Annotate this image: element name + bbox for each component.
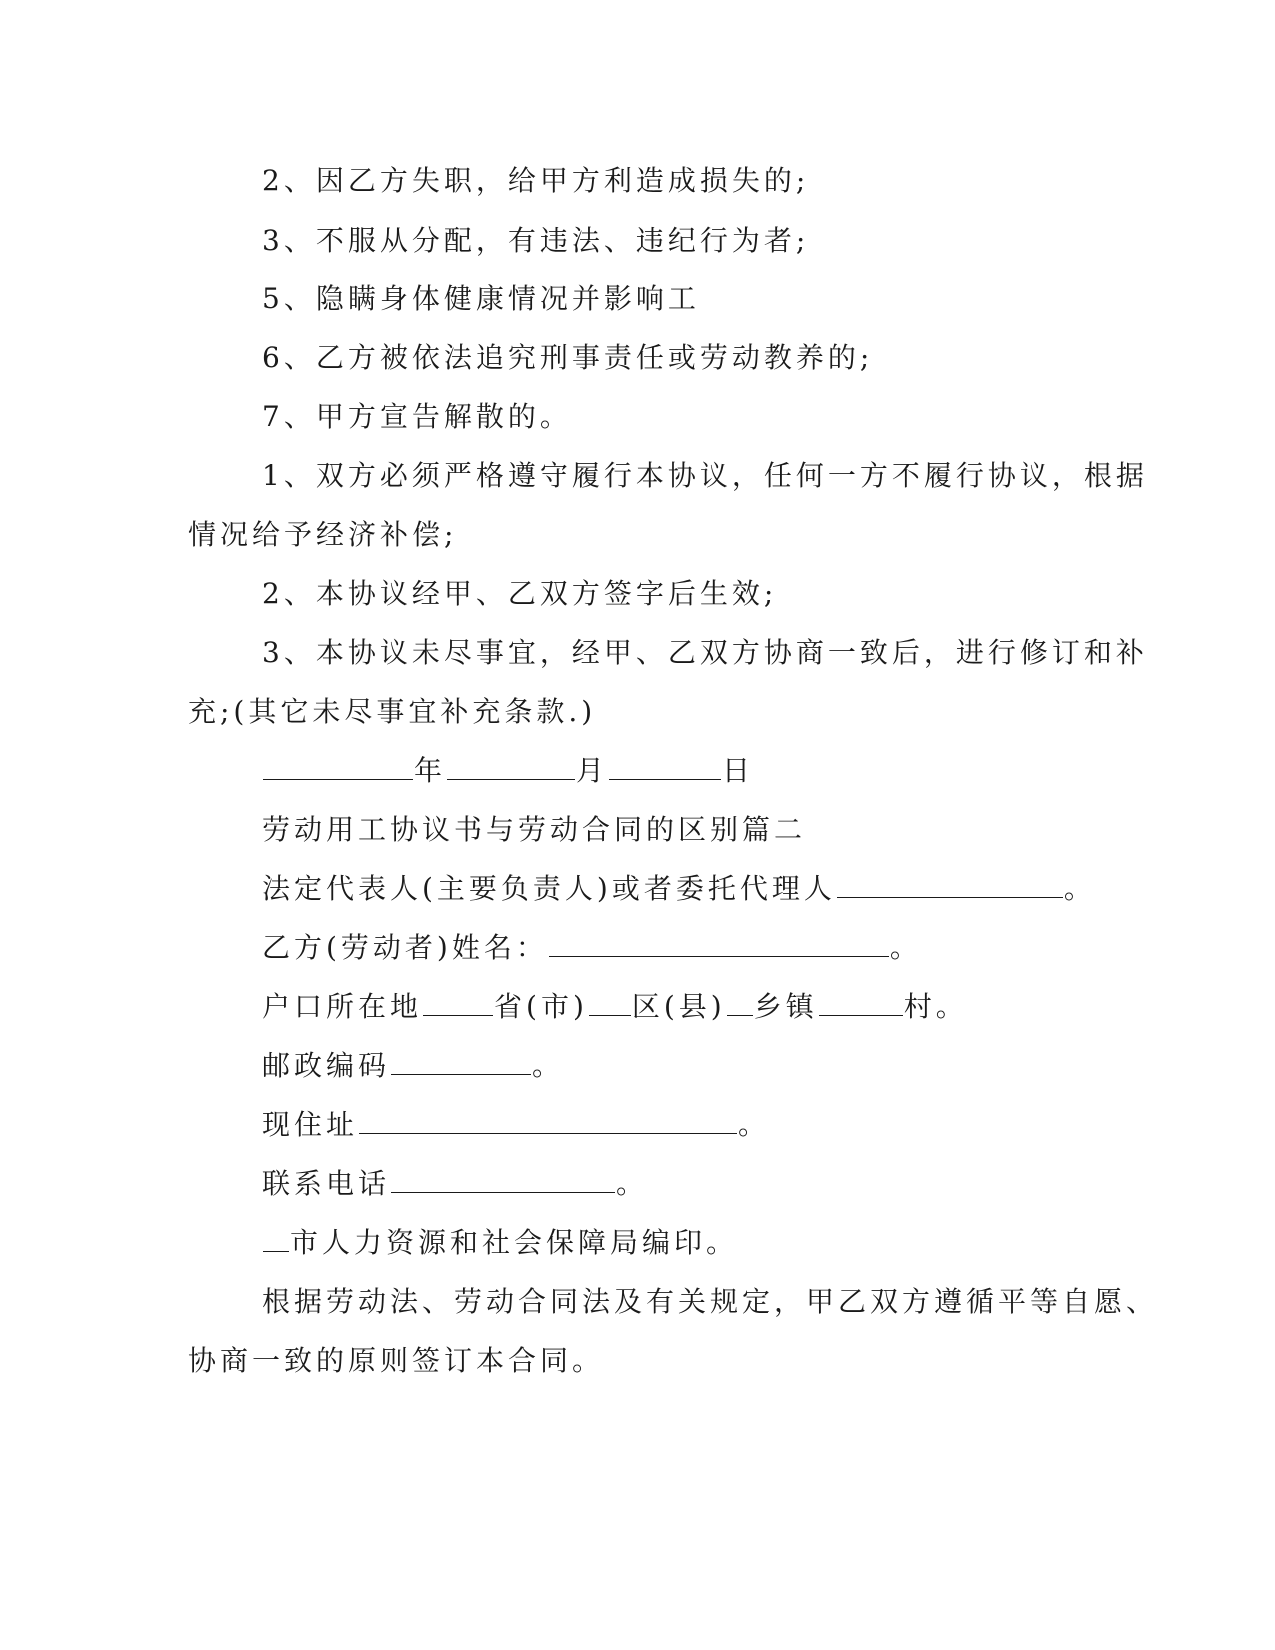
clause-3-disobedience: 3、不服从分配，有违法、违纪行为者; [262, 224, 810, 257]
phone-end: 。 [616, 1167, 649, 1200]
address-end: 。 [738, 1108, 771, 1141]
day-label: 日 [722, 754, 755, 787]
town-label: 乡镇 [753, 990, 818, 1023]
village-label: 村。 [903, 990, 968, 1023]
year-blank[interactable] [263, 753, 413, 780]
phone-blank[interactable] [391, 1166, 615, 1193]
province-label: 省(市) [494, 990, 588, 1023]
agreement-clause-3-line-1: 3、本协议未尽事宜，经甲、乙双方协商一致后，进行修订和补 [262, 636, 1148, 669]
legal-rep-line [0, 871, 1275, 907]
province-blank[interactable] [423, 989, 493, 1016]
address-line [0, 1107, 1275, 1143]
year-label: 年 [414, 754, 447, 787]
clause-7-dissolution: 7、甲方宣告解散的。 [262, 400, 572, 433]
postcode-blank[interactable] [391, 1048, 531, 1075]
month-blank[interactable] [447, 753, 575, 780]
clause-2-negligence: 2、因乙方失职，给甲方利造成损失的; [262, 164, 810, 197]
postcode-label: 邮政编码 [262, 1049, 391, 1082]
legal-rep-blank[interactable] [837, 871, 1063, 898]
household-line [0, 989, 1275, 1025]
district-label: 区(县) [631, 990, 726, 1023]
agreement-clause-2: 2、本协议经甲、乙双方签字后生效; [262, 577, 778, 610]
date-line [0, 753, 1275, 789]
town-blank[interactable] [727, 989, 753, 1016]
closing-line-2: 协商一致的原则签订本合同。 [188, 1344, 605, 1377]
postcode-end: 。 [532, 1049, 565, 1082]
bureau-line [0, 1225, 1275, 1261]
phone-line [0, 1166, 1275, 1202]
party-b-label: 乙方(劳动者)姓名： [262, 931, 548, 964]
closing-line-1: 根据劳动法、劳动合同法及有关规定，甲乙双方遵循平等自愿、 [262, 1285, 1159, 1318]
household-label: 户口所在地 [262, 990, 423, 1023]
legal-rep-end: 。 [1063, 872, 1096, 905]
agreement-clause-1-line-2: 情况给予经济补偿; [188, 518, 458, 551]
bureau-text: 市人力资源和社会保障局编印。 [290, 1226, 739, 1259]
party-b-line [0, 930, 1275, 966]
postcode-line [0, 1048, 1275, 1084]
clause-5-health: 5、隐瞒身体健康情况并影响工 [262, 282, 700, 315]
clause-6-criminal: 6、乙方被依法追究刑事责任或劳动教养的; [262, 341, 874, 374]
phone-label: 联系电话 [262, 1167, 391, 1200]
party-b-name-blank[interactable] [549, 930, 889, 957]
agreement-clause-1-line-1: 1、双方必须严格遵守履行本协议，任何一方不履行协议，根据 [262, 459, 1148, 492]
month-label: 月 [576, 754, 609, 787]
address-label: 现住址 [262, 1108, 359, 1141]
party-b-end: 。 [889, 931, 922, 964]
legal-rep-label: 法定代表人(主要负责人)或者委托代理人 [262, 872, 836, 905]
village-blank[interactable] [819, 989, 903, 1016]
section-title: 劳动用工协议书与劳动合同的区别篇二 [262, 813, 807, 846]
city-blank[interactable] [263, 1225, 289, 1252]
agreement-clause-3-line-2: 充;(其它未尽事宜补充条款.) [188, 695, 597, 728]
day-blank[interactable] [609, 753, 721, 780]
district-blank[interactable] [589, 989, 631, 1016]
address-blank[interactable] [359, 1107, 737, 1134]
